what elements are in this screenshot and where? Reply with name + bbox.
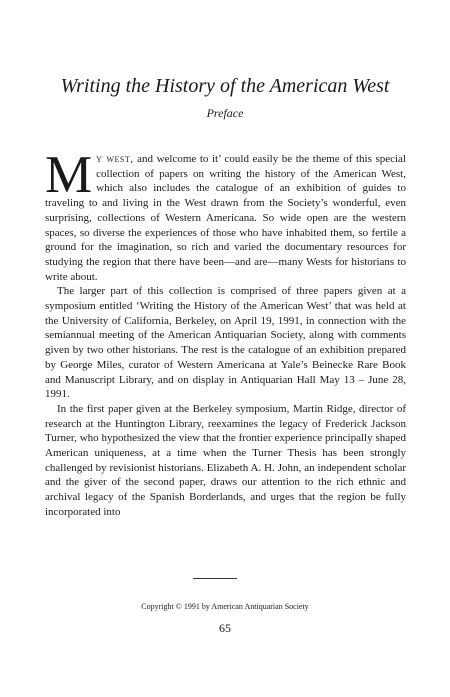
copyright-line: Copyright © 1991 by American Antiquarian Society	[141, 602, 309, 611]
paragraph-1	[45, 146, 406, 284]
paragraph-1-text: and welcome to it’ could easily be the theme of this special collection of papers on writing the history of the American West, which also includes the catalogue of an exhibition of guides to traveling to and living in the West drawn from the Society’s wonderful, even surprising, collections of Western Americana. So wide open are the western spaces, so diverse the experiences of those who have inhabited them, so fertile a ground for the imagination, so rich and varied the documentary resources for studying the region that there have been—and are—many Wests for historians to write about.	[45, 153, 406, 283]
footnote-rule	[193, 578, 237, 579]
body-text	[45, 146, 406, 520]
small-caps-opening: y west,	[96, 153, 134, 165]
page-subtitle: Preface	[206, 106, 244, 120]
paragraph-3: In the first paper given at the Berkeley symposium, Martin Ridge, director of research at the Huntington Library, reexamines the legacy of Frederick Jackson Turner, who hypothesized the view that the frontier experience principally shaped American uniqueness, at a time when the Turner Thesis has been strongly challenged by revisionist historians. Elizabeth A. H. John, an independent scholar and the giver of the second paper, draws our attention to the rich ethnic and archival legacy of the Spanish Borderlands, and urges that the region be fully incorporated into	[45, 402, 406, 518]
paragraph-2: The larger part of this collection is comprised of three papers given at a symposium entitled ‘Writing the History of the American West’ that was held at the University of California, Berkeley, on April 19, 1991, in connection with the semiannual meeting of the American Antiquarian Society, along with comments given by two other historians. The rest is the catalogue of an exhibition prepared by George Miles, curator of Western Americana at Yale’s Beinecke Rare Book and Manuscript Library, and on display in Antiquarian Hall May 13 – June 28, 1991.	[45, 285, 406, 401]
page-number: 65	[219, 621, 231, 635]
drop-cap: M	[45, 146, 93, 204]
page-title: Writing the History of the American West	[60, 75, 390, 97]
